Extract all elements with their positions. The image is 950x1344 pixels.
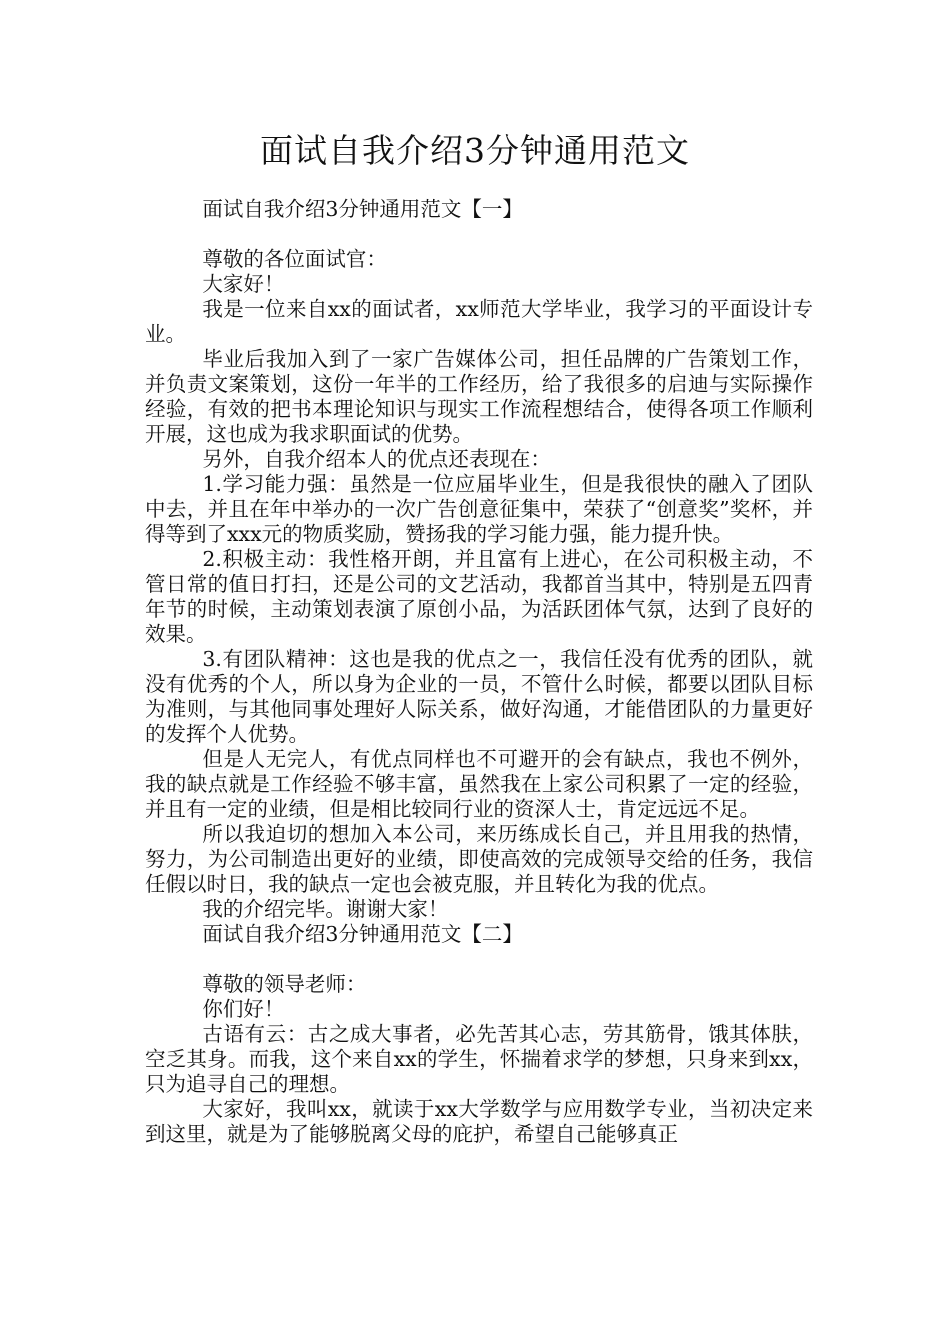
paragraph: 尊敬的领导老师： [202, 972, 367, 996]
paragraph: 我是一位来自xx的面试者，xx师范大学毕业，我学习的平面设计专业。 [145, 297, 813, 346]
document-body [145, 197, 813, 1147]
paragraph: 另外，自我介绍本人的优点还表现在： [202, 447, 551, 471]
paragraph: 1.学习能力强：虽然是一位应届毕业生，但是我很快的融入了团队中去，并且在年中举办的一次广告创意征集中，荣获了“创意奖”奖杯，并得等到了xxx元的物质奖励，赞扬我的学习能力强，能力提升快。 [145, 472, 813, 546]
paragraph: 所以我迫切的想加入本公司，来历练成长自己，并且用我的热情，努力，为公司制造出更好的业绩，即使高效的完成领导交给的任务，我信任假以时日，我的缺点一定也会被克服，并且转化为我的优点。 [145, 822, 813, 896]
paragraph: 大家好，我叫xx，就读于xx大学数学与应用数学专业，当初决定来到这里，就是为了能够脱离父母的庇护，希望自己能够真正 [145, 1097, 813, 1146]
paragraph: 毕业后我加入到了一家广告媒体公司，担任品牌的广告策划工作，并负责文案策划，这份一年半的工作经历，给了我很多的启迪与实际操作经验，有效的把书本理论知识与现实工作流程想结合，使得各项工作顺利开展，这也成为我求职面试的优势。 [145, 347, 813, 446]
paragraph: 3.有团队精神：这也是我的优点之一，我信任没有优秀的团队，就没有优秀的个人，所以身为企业的一员，不管什么时候，都要以团队目标为准则，与其他同事处理好人际关系，做好沟通，才能借团队的力量更好的发挥个人优势。 [145, 647, 813, 746]
paragraph: 古语有云：古之成大事者，必先苦其心志，劳其筋骨，饿其体肤，空乏其身。而我，这个来自xx的学生，怀揣着求学的梦想，只身来到xx，只为追寻自己的理想。 [145, 1022, 813, 1096]
paragraph: 尊敬的各位面试官： [202, 247, 387, 271]
section-heading: 面试自我介绍3分钟通用范文【二】 [202, 922, 523, 946]
paragraph: 我的介绍完毕。谢谢大家！ [202, 897, 449, 921]
paragraph: 大家好！ [202, 272, 285, 296]
paragraph: 但是人无完人，有优点同样也不可避开的会有缺点，我也不例外，我的缺点就是工作经验不够丰富，虽然我在上家公司积累了一定的经验，并且有一定的业绩，但是相比较同行业的资深人士，肯定远远不足。 [145, 747, 813, 821]
paragraph: 2.积极主动：我性格开朗，并且富有上进心，在公司积极主动，不管日常的值日打扫，还是公司的文艺活动，我都首当其中，特别是五四青年节的时候，主动策划表演了原创小品，为活跃团体气氛，达到了良好的效果。 [145, 547, 813, 646]
document-title: 面试自我介绍3分钟通用范文 [260, 131, 690, 170]
section-heading: 面试自我介绍3分钟通用范文【一】 [202, 197, 523, 221]
paragraph: 你们好！ [202, 997, 285, 1021]
